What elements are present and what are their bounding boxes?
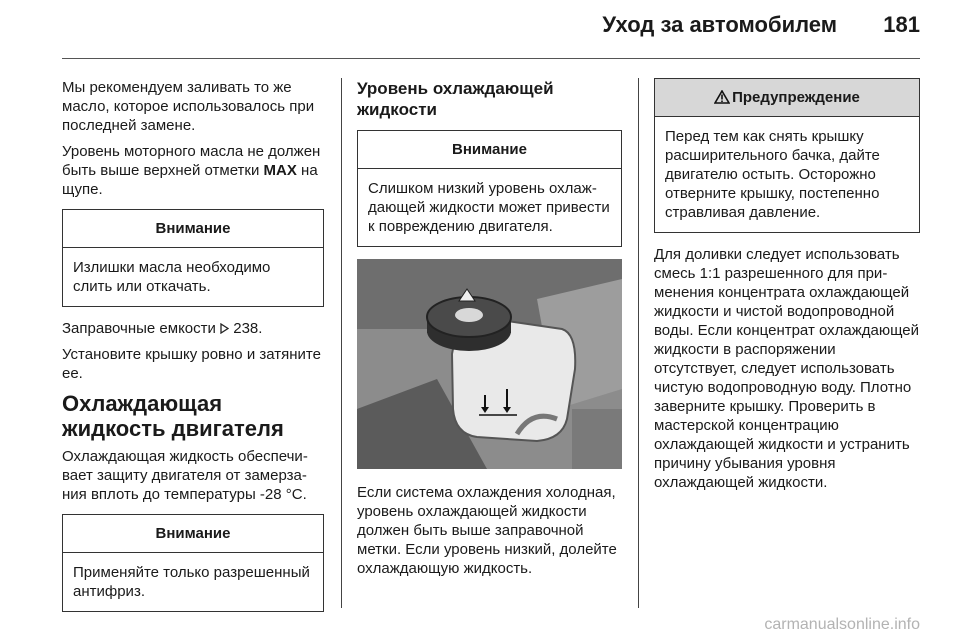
warning-text: Перед тем как снять крышку расширительного бачка, дайте двигателю остыть. Осторожно отверните крышку, постепенно стравливая давление. <box>665 128 880 221</box>
watermark: carmanualsonline.info <box>764 616 920 633</box>
warning-header <box>655 79 919 117</box>
notice-box <box>62 209 324 307</box>
warning-title: Предупреждение <box>732 89 860 106</box>
page-reference-link[interactable]: 238. <box>233 320 263 337</box>
notice-text: Слишком низкий уровень охлаждающей жидкости может привести к повреждению двигателя. <box>368 180 610 235</box>
column-1 <box>62 78 324 624</box>
notice-box <box>62 514 324 612</box>
warning-triangle-icon <box>714 88 730 107</box>
column-3 <box>654 78 920 499</box>
column-divider <box>341 78 342 608</box>
coolant-reservoir-photo <box>357 259 622 469</box>
paragraph: Если система охлаждения холодная, уровень охлаждающей жидкости должен быть выше заправочной метки. Если уровень низкий, долейте охлаждающую жидкость. <box>357 484 617 577</box>
notice-text: Применяйте только разрешенный антифриз. <box>73 564 310 600</box>
page-number: 181 <box>883 12 920 37</box>
max-mark: MAX <box>263 162 297 179</box>
page-header-title: Уход за автомобилем <box>602 12 837 37</box>
paragraph: Охлаждающая жидкость обеспечивает защиту двигателя от замерзания вплоть до температуры -28 °C. <box>62 448 308 503</box>
notice-box <box>357 130 622 247</box>
paragraph: Для доливки следует использовать смесь 1:1 разрешенного для применения концентрата охлаждающей жидкости и чистой водопроводной воды. Если концентрат охлаждающей жидкости в распоряжении отсутствует, следует использовать чистую водопроводную воду. Плотно заверните крышку. Проверить в мастерской концентрацию охлаждающей жидкости и устранить причину убывания уровня охлаждающей жидкости. <box>654 246 920 491</box>
paragraph: Заправочные емкости 238. <box>62 320 263 337</box>
paragraph: Уровень моторного масла не должен быть выше верхней отметки MAX на щупе. <box>62 143 321 198</box>
warning-box <box>654 78 920 233</box>
notice-title: Внимание <box>63 515 323 553</box>
notice-title: Внимание <box>358 131 621 169</box>
subsection-title: Уровень охлаждающей жидкости <box>357 79 554 119</box>
notice-text: Излишки масла необходимо слить или откачать. <box>73 259 271 295</box>
column-2 <box>357 78 622 585</box>
section-title: Охлаждающая жидкость двигателя <box>62 391 284 441</box>
paragraph: Мы рекомендуем заливать то же масло, которое использовалось при последней замене. <box>62 79 315 134</box>
column-divider <box>638 78 639 608</box>
arrow-right-triangle-icon <box>220 320 233 337</box>
header-divider <box>62 58 920 59</box>
notice-title: Внимание <box>63 210 323 248</box>
paragraph: Установите крышку ровно и затяните ее. <box>62 346 321 382</box>
